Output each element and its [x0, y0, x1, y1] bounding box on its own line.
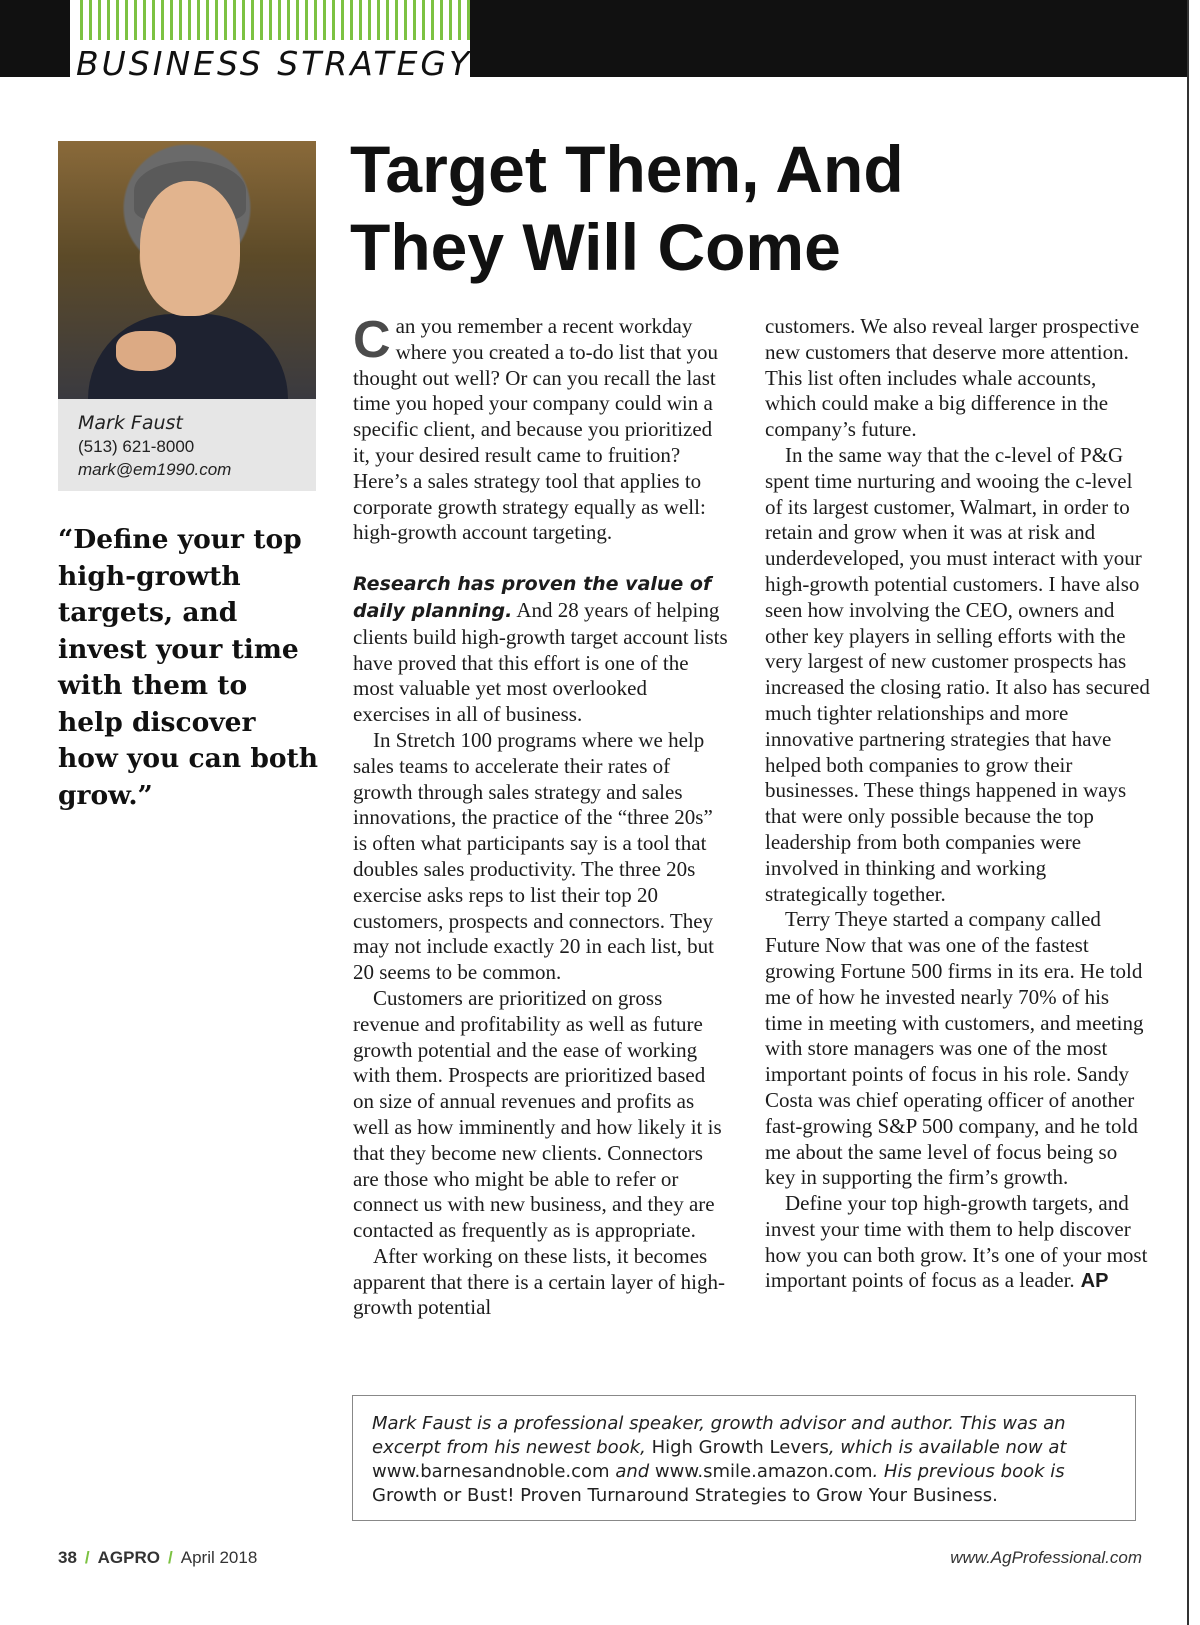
author-phone: (513) 621-8000 [78, 437, 195, 456]
pull-quote: “Define your top high-growth targets, and invest your time with them to help discover how you can both grow.” [58, 524, 319, 811]
bio-book-title: Growth or Bust! Proven Turnaround Strategies to Grow Your Business [372, 1485, 993, 1506]
author-photo [58, 141, 316, 399]
footer-separator: / [168, 1548, 173, 1567]
bio-book-title: High Growth Levers [651, 1437, 829, 1458]
paragraph [353, 311, 728, 546]
footer-date: April 2018 [180, 1548, 258, 1567]
paragraph: Customers are prioritized on gross revenue and profitability as well as future growth potential and the ease of working with them. Prospects are prioritized based on size of annual revenues and profits as well as how imminently and how likely it is that they become new clients. Connectors are those who might be able to refer or connect us with new business, and they are contacted as frequently as is appropriate. [353, 985, 722, 1243]
paragraph-gap [353, 546, 728, 571]
paragraph: customers. We also reveal larger prospective new customers that deserve more attention. This list often includes whale accounts, which could make a big difference in the company’s future. [765, 314, 1140, 442]
photo-face [140, 181, 240, 316]
author-email[interactable]: mark@em1990.com [78, 460, 232, 479]
footer-separator: / [84, 1548, 90, 1567]
header-stripes [80, 0, 485, 40]
footer-brand: AGPRO [97, 1548, 160, 1567]
paragraph [765, 1191, 1150, 1295]
header-bar-left [0, 0, 70, 77]
author-bio [372, 1412, 1132, 1508]
paragraph: In the same way that the c-level of P&G spent time nurturing and wooing the c-level of its largest customer, Walmart, in order to retain and grow when it was at risk and underdeveloped, you must interact with your high-growth potential customers. I have also seen how involving the CEO, owners and other key players in selling efforts with the very largest of new customer prospects has increased the closing ratio. It also has secured much tighter relationships and more innovative partnering strategies that have helped both companies to grow their businesses. These things happened in ways that were only possible because the top leadership from both companies were involved in thinking and working strategically together. [765, 442, 1150, 906]
section-label: BUSINESS STRATEGY [76, 44, 473, 83]
bio-text: . His previous book is [872, 1461, 1065, 1482]
page-number: 38 [58, 1548, 77, 1567]
paragraph: Terry Theye started a company called Future Now that was one of the fastest growing Fortune 500 firms in its era. He told me of how he invested nearly 70% of his time in meeting with customers, and meeting with store managers was one of the most important points of focus in his role. Sandy Costa was chief operating officer of another fast-growing S&P 500 company, and he told me about the same level of focus being so key in supporting the firm’s growth. [765, 907, 1144, 1190]
bio-text: Mark Faust is a professional speaker, growth advisor and author. This was an excerpt from his newest book, [372, 1413, 1066, 1458]
article-title-line-1: Target Them, And [350, 132, 904, 206]
article-column-2 [765, 314, 1150, 1295]
author-name: Mark Faust [78, 412, 183, 434]
article-column-1 [353, 311, 728, 1321]
photo-hand [116, 331, 176, 371]
end-mark: AP [1080, 1270, 1109, 1293]
bio-text: . [992, 1485, 998, 1506]
page-edge-rule [1187, 0, 1189, 1625]
bio-text: , which is available now at [828, 1437, 1067, 1458]
drop-cap: C [353, 311, 391, 369]
footer-folio [58, 1548, 257, 1568]
article-title-line-2: They Will Come [350, 210, 841, 284]
paragraph-text: Define your top high-growth targets, and invest your time with them to help discover how you can both grow. It’s one of your most important points of focus as a leader. [765, 1191, 1148, 1293]
paragraph-text: And 28 years of helping clients build high-growth target account lists have proved that this effort is one of the most valuable yet most overlooked exercises in all of business. [353, 597, 728, 727]
header-bar [470, 0, 1189, 77]
paragraph: After working on these lists, it becomes apparent that there is a certain layer of high-growth potential [353, 1243, 725, 1320]
paragraph-text: an you remember a recent workday where you created a to-do list that you thought out well? Or can you recall the last time you hoped your company could win a specific client, and because you prioritized it, your desired result came to fruition? Here’s a sales strategy tool that applies to corporate growth strategy equally as well: high-growth account targeting. [353, 314, 719, 545]
bio-text: and [609, 1461, 655, 1482]
article-title [350, 130, 1150, 286]
paragraph-lead-in: Research has proven the value of daily planning. [353, 573, 712, 622]
paragraph: In Stretch 100 programs where we help sales teams to accelerate their rates of growth through sales strategy and sales innovations, the practice of the “three 20s” is often what participants say is a tool that doubles sales productivity. The three 20s exercise asks reps to list their top 20 customers, prospects and connectors. They may not include exactly 20 in each list, but 20 seems to be common. [353, 727, 714, 985]
paragraph [353, 571, 728, 728]
footer-url[interactable]: www.AgProfessional.com [950, 1548, 1142, 1567]
bio-link-barnesandnoble[interactable]: www.barnesandnoble.com [372, 1461, 610, 1482]
bio-link-amazon[interactable]: www.smile.amazon.com [654, 1461, 873, 1482]
